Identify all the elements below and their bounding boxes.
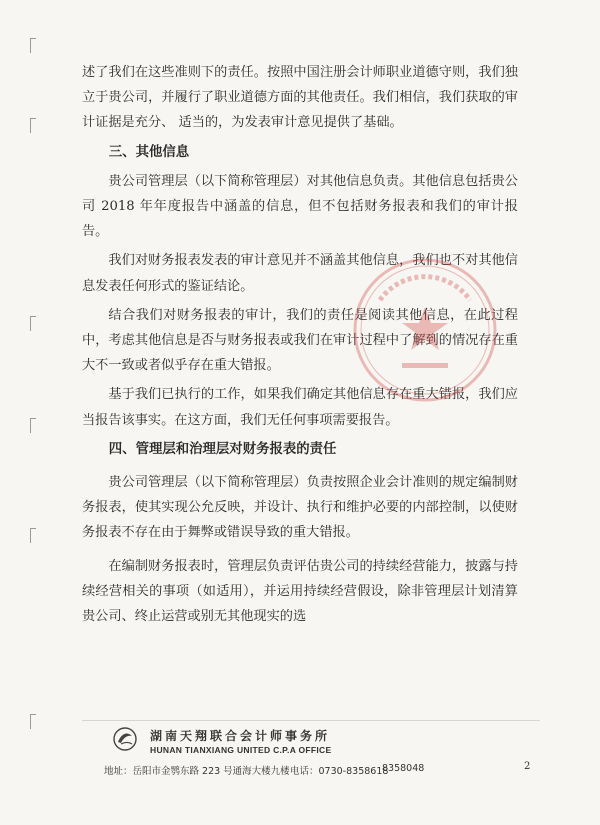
page-number: 2: [524, 761, 531, 772]
firm-address: 地址：岳阳市金鹗东路 223 号通海大楼九楼: [104, 766, 290, 777]
binder-hole-mark: [30, 38, 36, 53]
binder-hole-mark: [30, 714, 36, 729]
paragraph-auditor-responsibility: 结合我们对财务报表的审计，我们的责任是阅读其他信息，在此过程中，考虑其他信息是否与财务报表或我们在审计过程中了解到的情况存在重大不一致或者似乎存在重大错报。: [82, 307, 518, 374]
report-body: [82, 60, 518, 629]
firm-phone: 电话：0730-8358618: [290, 766, 389, 777]
binder-hole-mark: [30, 118, 36, 133]
firm-phone-secondary: 8358048: [382, 763, 425, 774]
heading-other-information: 三、其他信息: [108, 144, 190, 160]
paragraph-reporting-conclusion: 基于我们已执行的工作，如果我们确定其他信息存在重大错报，我们应当报告该事实。在这方面，我们无任何事项需要报告。: [82, 387, 518, 428]
paragraph-financial-statement-preparation: 贵公司管理层（以下简称管理层）负责按照企业会计准则的规定编制财务报表，使其实现公允反映，并设计、执行和维护必要的内部控制，以使财务报表不存在由于舞弊或错误导致的重大错报。: [82, 475, 518, 541]
paragraph-opinion-scope: 我们对财务报表发表的审计意见并不涵盖其他信息，我们也不对其他信息发表任何形式的鉴证结论。: [82, 253, 518, 294]
footer-divider: [82, 720, 540, 721]
firm-logo-icon: [112, 726, 138, 752]
paragraph-going-concern: 在编制财务报表时，管理层负责评估贵公司的持续经营能力，披露与持续经营相关的事项（如适用），并运用持续经营假设，除非管理层计划清算贵公司、终止运营或别无其他现实的选: [82, 558, 518, 625]
binder-hole-mark: [30, 316, 36, 331]
binder-hole-mark: [30, 418, 36, 433]
heading-management-governance-responsibility: 四、管理层和治理层对财务报表的责任: [108, 441, 337, 457]
paragraph-management-responsibility: 贵公司管理层（以下简称管理层）对其他信息负责。其他信息包括贵公司 2018 年年度报告中涵盖的信息，但不包括财务报表和我们的审计报告。: [82, 173, 518, 240]
binder-hole-mark: [30, 528, 36, 543]
firm-name-english: HUNAN TIANXIANG UNITED C.P.A OFFICE: [150, 745, 332, 755]
paragraph-independence: 述了我们在这些准则下的责任。按照中国注册会计师职业道德守则，我们独立于贵公司，并履行了职业道德方面的其他责任。我们相信，我们获取的审计证据是充分、 适当的，为发表审计意见提供了基础。: [82, 65, 518, 131]
firm-name-chinese: 湖南天翔联合会计师事务所: [150, 729, 331, 743]
